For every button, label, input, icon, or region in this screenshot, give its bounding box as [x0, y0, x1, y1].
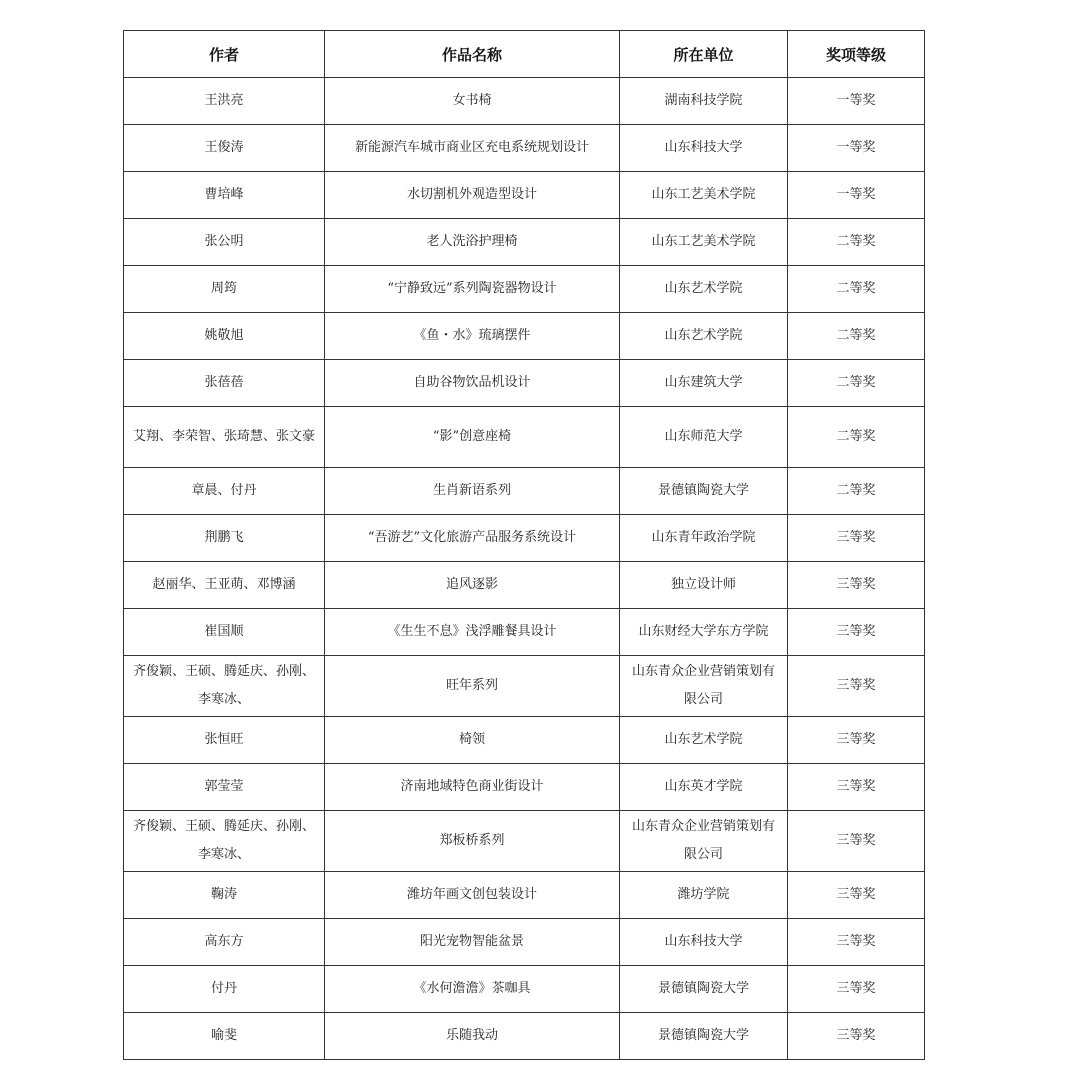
cell-author: 曹培峰 [124, 172, 325, 219]
table-row [124, 872, 925, 919]
cell-work-name: 潍坊年画文创包装设计 [325, 872, 620, 919]
cell-work-name: “影”创意座椅 [325, 407, 620, 468]
cell-work-name: 济南地域特色商业街设计 [325, 764, 620, 811]
table-row [124, 811, 925, 872]
cell-unit: 山东师范大学 [620, 407, 788, 468]
cell-unit: 独立设计师 [620, 562, 788, 609]
table-row [124, 407, 925, 468]
cell-award-level: 三等奖 [788, 562, 925, 609]
cell-unit: 山东艺术学院 [620, 313, 788, 360]
cell-award-level: 三等奖 [788, 966, 925, 1013]
cell-unit: 山东青众企业营销策划有限公司 [620, 656, 788, 717]
table-row [124, 1013, 925, 1060]
award-table [123, 30, 925, 1060]
cell-award-level: 三等奖 [788, 872, 925, 919]
cell-author: 姚敬旭 [124, 313, 325, 360]
cell-award-level: 三等奖 [788, 811, 925, 872]
cell-work-name: 水切割机外观造型设计 [325, 172, 620, 219]
table-row [124, 360, 925, 407]
table-header [124, 31, 925, 78]
cell-award-level: 三等奖 [788, 515, 925, 562]
cell-award-level: 三等奖 [788, 656, 925, 717]
table-row [124, 656, 925, 717]
cell-work-name: 椅领 [325, 717, 620, 764]
cell-award-level: 三等奖 [788, 609, 925, 656]
cell-unit: 山东工艺美术学院 [620, 219, 788, 266]
cell-award-level: 三等奖 [788, 717, 925, 764]
table-row [124, 78, 925, 125]
cell-author: 付丹 [124, 966, 325, 1013]
cell-work-name: 《生生不息》浅浮雕餐具设计 [325, 609, 620, 656]
cell-unit: 山东建筑大学 [620, 360, 788, 407]
cell-work-name: “吾游艺”文化旅游产品服务系统设计 [325, 515, 620, 562]
cell-unit: 景德镇陶瓷大学 [620, 966, 788, 1013]
table-row [124, 219, 925, 266]
cell-award-level: 一等奖 [788, 172, 925, 219]
cell-author: 鞠涛 [124, 872, 325, 919]
cell-author: 荆鹏飞 [124, 515, 325, 562]
cell-award-level: 二等奖 [788, 313, 925, 360]
table-row [124, 919, 925, 966]
cell-unit: 湖南科技学院 [620, 78, 788, 125]
cell-author: 崔国顺 [124, 609, 325, 656]
cell-author: 章晨、付丹 [124, 468, 325, 515]
cell-author: 王俊涛 [124, 125, 325, 172]
cell-award-level: 一等奖 [788, 125, 925, 172]
cell-work-name: “宁静致远”系列陶瓷器物设计 [325, 266, 620, 313]
table-row [124, 468, 925, 515]
cell-award-level: 三等奖 [788, 919, 925, 966]
cell-work-name: 追风逐影 [325, 562, 620, 609]
cell-author: 王洪亮 [124, 78, 325, 125]
cell-work-name: 阳光宠物智能盆景 [325, 919, 620, 966]
cell-author: 喻斐 [124, 1013, 325, 1060]
cell-work-name: 郑板桥系列 [325, 811, 620, 872]
cell-work-name: 乐随我动 [325, 1013, 620, 1060]
cell-unit: 山东艺术学院 [620, 266, 788, 313]
cell-award-level: 二等奖 [788, 468, 925, 515]
cell-author: 张蓓蓓 [124, 360, 325, 407]
cell-unit: 山东英才学院 [620, 764, 788, 811]
table-row [124, 515, 925, 562]
cell-work-name: 新能源汽车城市商业区充电系统规划设计 [325, 125, 620, 172]
cell-award-level: 一等奖 [788, 78, 925, 125]
header-work-name: 作品名称 [325, 31, 620, 78]
header-author: 作者 [124, 31, 325, 78]
cell-work-name: 自助谷物饮品机设计 [325, 360, 620, 407]
cell-unit: 景德镇陶瓷大学 [620, 468, 788, 515]
cell-author: 齐俊颖、王硕、腾延庆、孙刚、李寒冰、 [124, 811, 325, 872]
cell-author: 齐俊颖、王硕、腾延庆、孙刚、李寒冰、 [124, 656, 325, 717]
cell-unit: 潍坊学院 [620, 872, 788, 919]
cell-work-name: 老人洗浴护理椅 [325, 219, 620, 266]
cell-unit: 山东青年政治学院 [620, 515, 788, 562]
cell-award-level: 三等奖 [788, 1013, 925, 1060]
table-row [124, 172, 925, 219]
cell-award-level: 二等奖 [788, 266, 925, 313]
cell-author: 赵丽华、王亚萌、邓博涵 [124, 562, 325, 609]
cell-author: 高东方 [124, 919, 325, 966]
cell-work-name: 女书椅 [325, 78, 620, 125]
cell-unit: 山东财经大学东方学院 [620, 609, 788, 656]
table-row [124, 313, 925, 360]
cell-unit: 山东青众企业营销策划有限公司 [620, 811, 788, 872]
cell-award-level: 三等奖 [788, 764, 925, 811]
table-body [124, 78, 925, 1060]
cell-author: 张公明 [124, 219, 325, 266]
cell-award-level: 二等奖 [788, 360, 925, 407]
header-award-level: 奖项等级 [788, 31, 925, 78]
table-row [124, 966, 925, 1013]
cell-unit: 山东科技大学 [620, 919, 788, 966]
cell-author: 张恒旺 [124, 717, 325, 764]
cell-work-name: 《水何澹澹》茶咖具 [325, 966, 620, 1013]
table-row [124, 717, 925, 764]
cell-unit: 山东科技大学 [620, 125, 788, 172]
cell-work-name: 旺年系列 [325, 656, 620, 717]
cell-unit: 景德镇陶瓷大学 [620, 1013, 788, 1060]
cell-work-name: 《鱼・水》琉璃摆件 [325, 313, 620, 360]
cell-author: 周筠 [124, 266, 325, 313]
cell-unit: 山东工艺美术学院 [620, 172, 788, 219]
table-row [124, 609, 925, 656]
header-row [124, 31, 925, 78]
cell-award-level: 二等奖 [788, 219, 925, 266]
table-row [124, 125, 925, 172]
table-row [124, 266, 925, 313]
cell-work-name: 生肖新语系列 [325, 468, 620, 515]
header-unit: 所在单位 [620, 31, 788, 78]
cell-author: 艾翔、李荣智、张琦慧、张文豪 [124, 407, 325, 468]
cell-unit: 山东艺术学院 [620, 717, 788, 764]
cell-award-level: 二等奖 [788, 407, 925, 468]
cell-author: 郭莹莹 [124, 764, 325, 811]
table-row [124, 764, 925, 811]
table-row [124, 562, 925, 609]
